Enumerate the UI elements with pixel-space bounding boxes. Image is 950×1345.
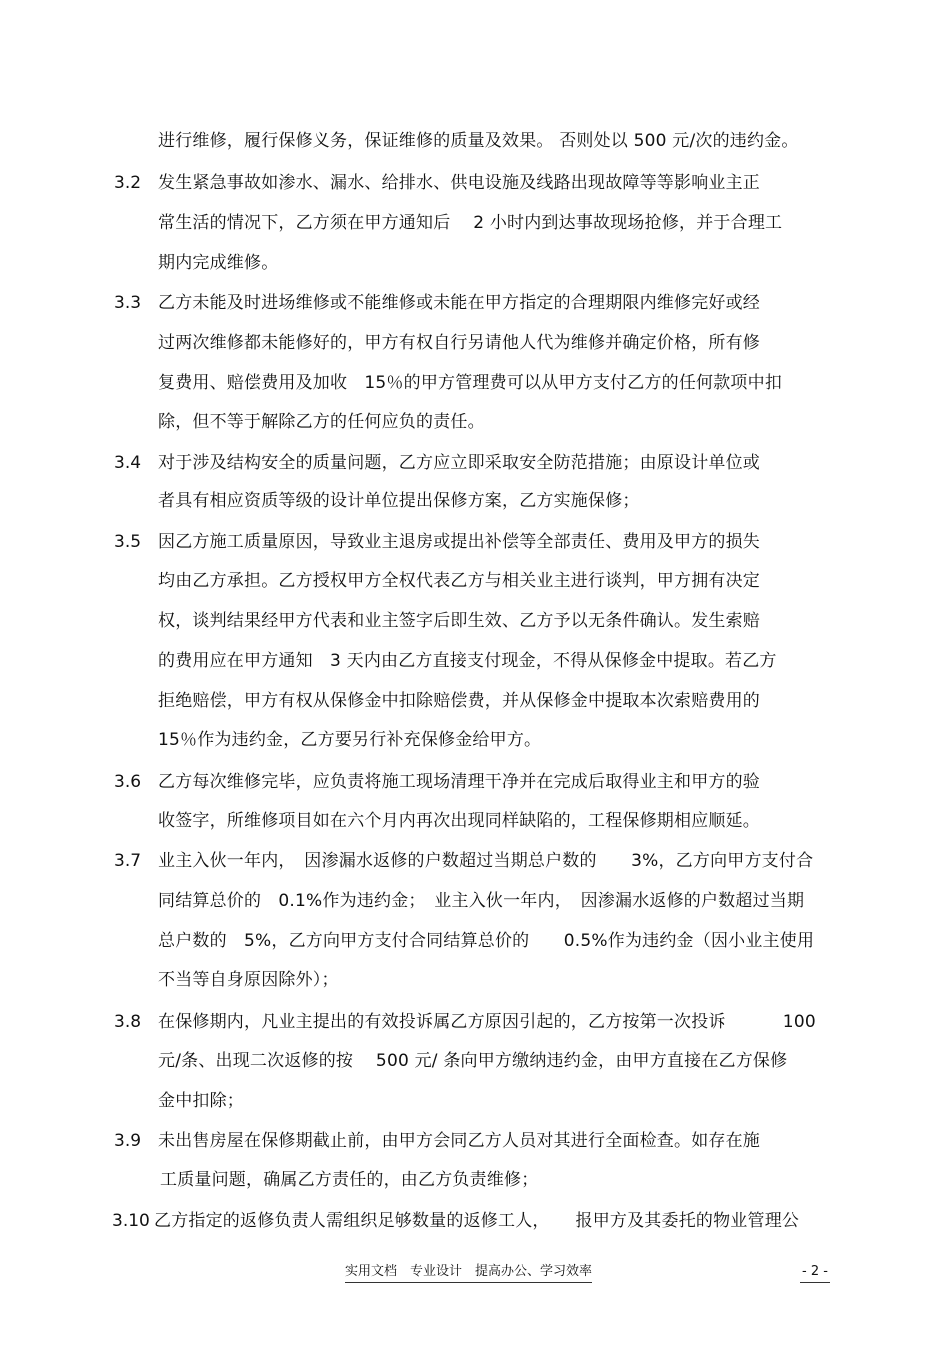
text-line: 在保修期内，凡业主提出的有效投诉属乙方原因引起的，乙方按第一次投诉 100 [158,1012,816,1032]
text-line: 发生紧急事故如渗水、漏水、给排水、供电设施及线路出现故障等等影响业主正 [158,173,760,193]
clause-number: 3.7 [114,851,142,871]
text-line: 元/条、出现二次返修的按 500 元/ 条向甲方缴纳违约金，由甲方直接在乙方保修 [158,1051,788,1071]
clause-number: 3.8 [114,1012,142,1032]
text-line: 拒绝赔偿，甲方有权从保修金中扣除赔偿费，并从保修金中提取本次索赔费用的 [158,691,760,711]
text-line: 未出售房屋在保修期截止前，由甲方会同乙方人员对其进行全面检查。如存在施 [158,1131,760,1151]
text-line: 乙方指定的返修负责人需组织足够数量的返修工人， 报甲方及其委托的物业管理公 [154,1211,800,1231]
text-line: 因乙方施工质量原因，导致业主退房或提出补偿等全部责任、费用及甲方的损失 [158,532,760,552]
text-line: 收签字，所维修项目如在六个月内再次出现同样缺陷的，工程保修期相应顺延。 [158,811,760,831]
page-number: - 2 - [800,1263,830,1283]
clause-number: 3.6 [114,772,142,792]
text-line: 常生活的情况下，乙方须在甲方通知后 2 小时内到达事故现场抢修，并于合理工 [158,213,783,233]
text-line: 均由乙方承担。乙方授权甲方全权代表乙方与相关业主进行谈判，甲方拥有决定 [158,571,760,591]
footer-tagline: 实用文档 专业设计 提高办公、学习效率 [345,1263,592,1283]
text-line: 金中扣除； [158,1091,244,1111]
clause-number: 3.9 [114,1131,142,1151]
text-line: 15％作为违约金，乙方要另行补充保修金给甲方。 [158,730,542,750]
text-line: 总户数的 5%，乙方向甲方支付合同结算总价的 0.5%作为违约金（因小业主使用 [158,931,815,951]
text-line: 权，谈判结果经甲方代表和业主签字后即生效、乙方予以无条件确认。发生索赔 [158,611,760,631]
text-line: 不当等自身原因除外）； [158,970,339,990]
text-line: 者具有相应资质等级的设计单位提出保修方案，乙方实施保修； [158,491,640,511]
text-line: 乙方未能及时进场维修或不能维修或未能在甲方指定的合理期限内维修完好或经 [158,293,760,313]
text-line: 过两次维修都未能修好的，甲方有权自行另请他人代为维修并确定价格，所有修 [158,333,760,353]
text-line: 除，但不等于解除乙方的任何应负的责任。 [158,412,485,432]
clause-number: 3.3 [114,293,142,313]
text-line: 乙方每次维修完毕，应负责将施工现场清理干净并在完成后取得业主和甲方的验 [158,772,760,792]
text-line: 对于涉及结构安全的质量问题，乙方应立即采取安全防范措施；由原设计单位或 [158,453,760,473]
text-line: 的费用应在甲方通知 3 天内由乙方直接支付现金，不得从保修金中提取。若乙方 [158,651,777,671]
text-line: 进行维修，履行保修义务，保证维修的质量及效果。 否则处以 500 元/次的违约金。 [158,131,799,151]
text-line: 复费用、赔偿费用及加收 15％的甲方管理费可以从甲方支付乙方的任何款项中扣 [158,373,783,393]
text-line: 业主入伙一年内， 因渗漏水返修的户数超过当期总户数的 3%，乙方向甲方支付合 [158,851,814,871]
clause-number: 3.10 [112,1211,150,1231]
clause-number: 3.4 [114,453,142,473]
clause-number: 3.5 [114,532,142,552]
text-line: 同结算总价的 0.1%作为违约金； 业主入伙一年内， 因渗漏水返修的户数超过当期 [158,891,805,911]
text-line: 期内完成维修。 [158,253,279,273]
clause-number: 3.2 [114,173,142,193]
text-line: 工质量问题，确属乙方责任的，由乙方负责维修； [160,1170,539,1190]
